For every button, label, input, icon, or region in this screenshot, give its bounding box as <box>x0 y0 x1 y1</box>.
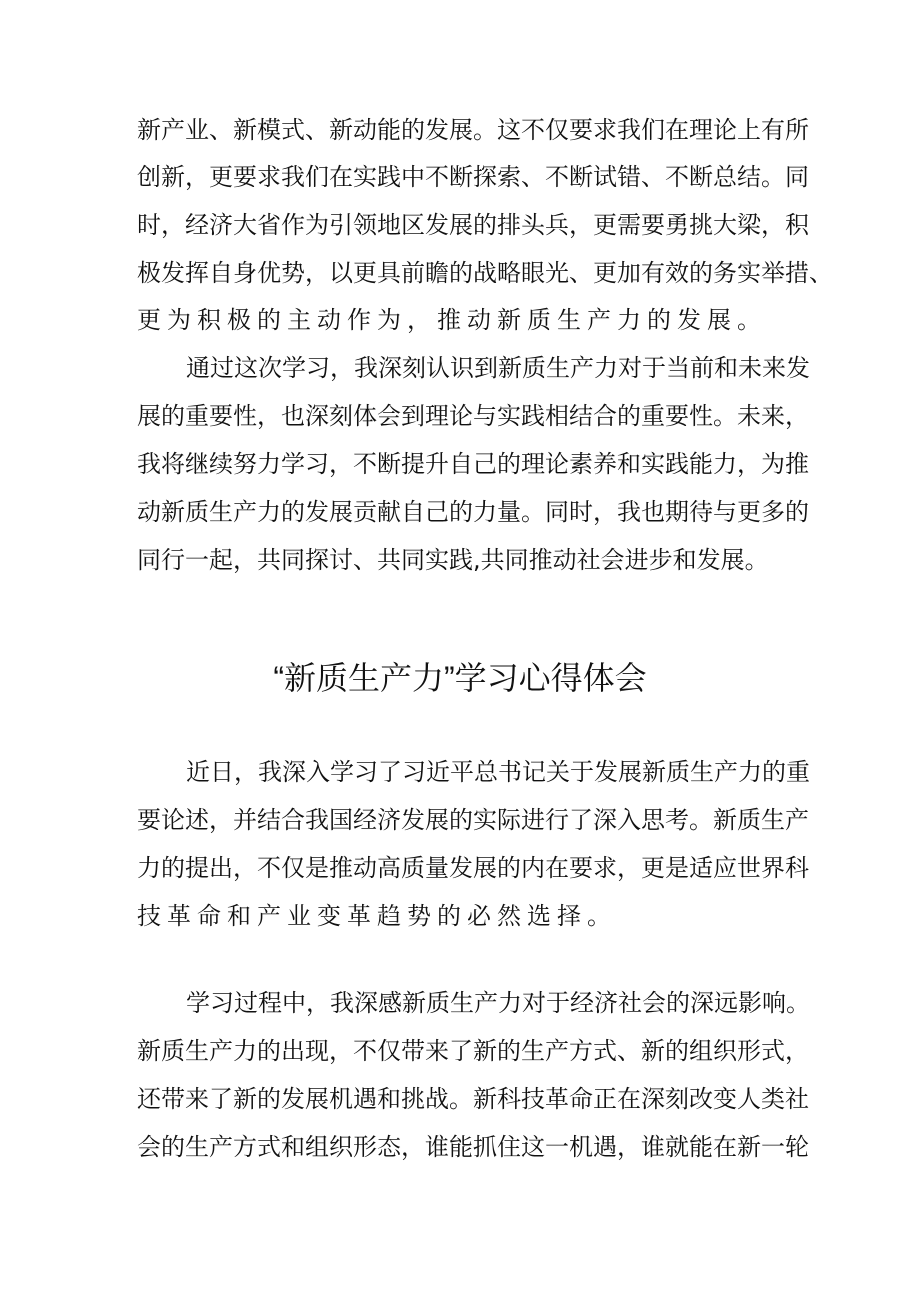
text-line: 通过这次学习，我深刻认识到新质生产力对于当前和未来发 <box>186 354 810 382</box>
text-line: 新产业、新模式、新动能的发展。这不仅要求我们在理论上有所 <box>137 116 809 144</box>
text-line: 还带来了新的发展机遇和挑战。新科技革命正在深刻改变人类社 <box>137 1085 809 1113</box>
text-line: 更为积极的主动作为，推动新质生产力的发展。 <box>137 306 767 334</box>
text-line: 时，经济大省作为引领地区发展的排头兵，更需要勇挑大梁，积 <box>137 211 809 239</box>
text-line: 创新，更要求我们在实践中不断探索、不断试错、不断总结。同 <box>137 163 809 191</box>
text-line: 要论述，并结合我国经济发展的实际进行了深入思考。新质生产 <box>137 806 809 834</box>
text-line: 极发挥自身优势，以更具前瞻的战略眼光、更加有效的务实举措、 <box>137 259 833 287</box>
text-line: 同行一起，共同探讨、共同实践,共同推动社会进步和发展。 <box>137 546 769 574</box>
text-line: 展的重要性，也深刻体会到理论与实践相结合的重要性。未来， <box>137 402 809 430</box>
text-line: 会的生产方式和组织形态，谁能抓住这一机遇，谁就能在新一轮 <box>137 1133 809 1161</box>
text-line: 学习过程中，我深感新质生产力对于经济社会的深远影响。 <box>186 989 810 1017</box>
text-line: 技革命和产业变革趋势的必然选择。 <box>137 902 617 930</box>
text-line: 近日，我深入学习了习近平总书记关于发展新质生产力的重 <box>186 758 810 786</box>
text-line: 新质生产力的出现，不仅带来了新的生产方式、新的组织形式， <box>137 1037 809 1065</box>
text-line: 力的提出，不仅是推动高质量发展的内在要求，更是适应世界科 <box>137 854 809 882</box>
text-line: 动新质生产力的发展贡献自己的力量。同时，我也期待与更多的 <box>137 498 809 526</box>
text-line: 我将继续努力学习，不断提升自己的理论素养和实践能力，为推 <box>137 450 809 478</box>
page-title: “新质生产力”学习心得体会 <box>273 660 647 696</box>
